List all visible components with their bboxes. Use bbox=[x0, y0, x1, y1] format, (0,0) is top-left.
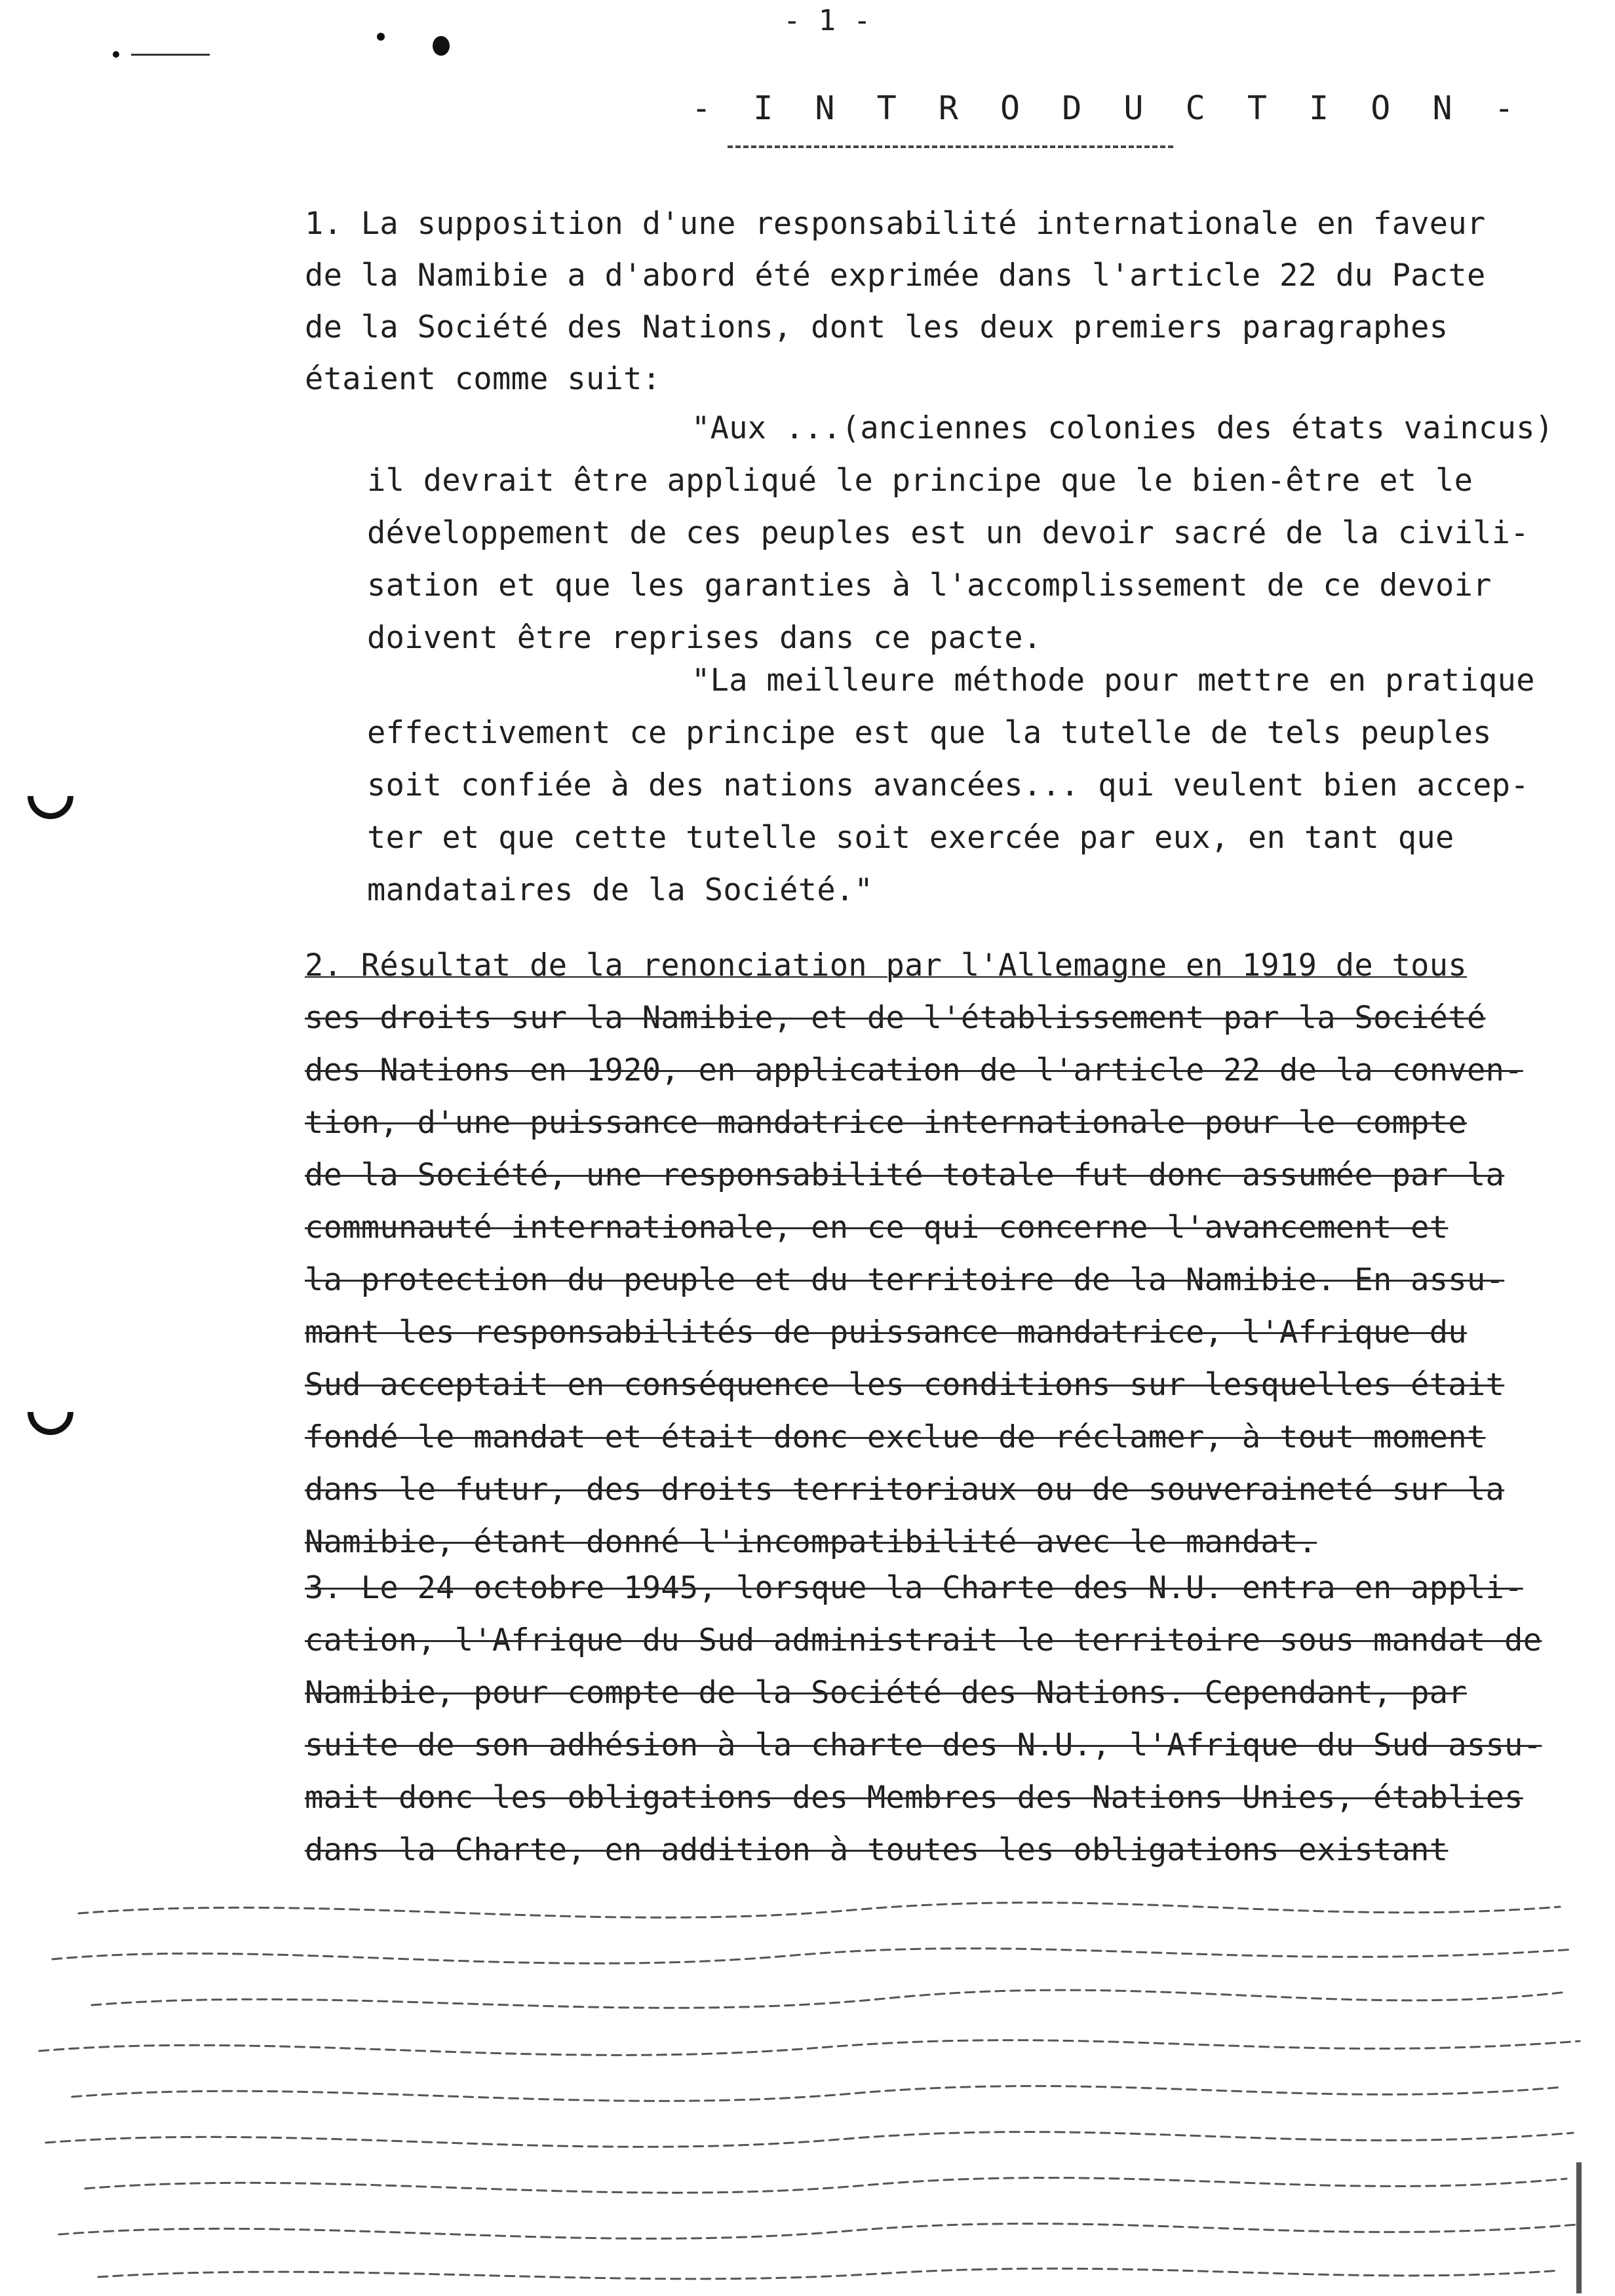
quote-1-line: il devrait être appliqué le principe que le bien-être et le bbox=[367, 463, 1473, 499]
paragraph-3-line: suite de son adhésion à la charte des N.U., l'Afrique du Sud assu- bbox=[305, 1727, 1542, 1763]
paragraph-2-line: la protection du peuple et du territoire de la Namibie. En assu- bbox=[305, 1262, 1505, 1298]
paragraph-2-line: ses droits sur la Namibie, et de l'établissement par la Société bbox=[305, 1000, 1486, 1036]
paragraph-1-line: de la Namibie a d'abord été exprimée dans l'article 22 du Pacte bbox=[305, 258, 1486, 294]
quote-2-line: mandataires de la Société." bbox=[367, 872, 874, 908]
paragraph-3-line: cation, l'Afrique du Sud administrait le territoire sous mandat de bbox=[305, 1622, 1542, 1658]
paragraph-2-line: tion, d'une puissance mandatrice internationale pour le compte bbox=[305, 1105, 1467, 1141]
paragraph-3-line: 3. Le 24 octobre 1945, lorsque la Charte des N.U. entra en appli- bbox=[305, 1570, 1523, 1606]
paragraph-3-line: Namibie, pour compte de la Société des Nations. Cependant, par bbox=[305, 1675, 1467, 1711]
paragraph-3-line: dans la Charte, en addition à toutes les obligations existant bbox=[305, 1832, 1449, 1868]
paragraph-2-line: des Nations en 1920, en application de l'article 22 de la conven- bbox=[305, 1052, 1523, 1088]
paragraph-2-line: dans le futur, des droits territoriaux ou de souveraineté sur la bbox=[305, 1472, 1505, 1508]
quote-1-line: doivent être reprises dans ce pacte. bbox=[367, 620, 1042, 656]
quote-1-line: sation et que les garanties à l'accomplissement de ce devoir bbox=[367, 567, 1492, 603]
paragraph-1-line: étaient comme suit: bbox=[305, 361, 661, 397]
page-title: - I N T R O D U C T I O N - bbox=[691, 89, 1525, 127]
paragraph-2-line: 2. Résultat de la renonciation par l'Allemagne en 1919 de tous bbox=[305, 947, 1467, 984]
paragraph-2-line: Sud acceptait en conséquence les conditions sur lesquelles était bbox=[305, 1367, 1505, 1403]
title-underline bbox=[728, 145, 1173, 148]
ink-speck bbox=[377, 33, 385, 41]
page-number: - 1 - bbox=[783, 4, 871, 37]
quote-1-line: développement de ces peuples est un devoir sacré de la civili- bbox=[367, 515, 1529, 551]
quote-1-line: "Aux ...(anciennes colonies des états vaincus) bbox=[691, 410, 1554, 446]
quote-2-line: ter et que cette tutelle soit exercée par eux, en tant que bbox=[367, 820, 1454, 856]
ink-speck bbox=[113, 51, 119, 58]
paragraph-2-line: Namibie, étant donné l'incompatibilité avec le mandat. bbox=[305, 1524, 1317, 1560]
bleed-through-noise bbox=[0, 1887, 1615, 2293]
paragraph-1-line: de la Société des Nations, dont les deux premiers paragraphes bbox=[305, 309, 1449, 345]
paragraph-2-line: fondé le mandat et était donc exclue de réclamer, à tout moment bbox=[305, 1419, 1486, 1455]
quote-2-line: "La meilleure méthode pour mettre en pratique bbox=[691, 662, 1535, 698]
ink-speck bbox=[433, 36, 450, 56]
paragraph-2-line: mant les responsabilités de puissance mandatrice, l'Afrique du bbox=[305, 1314, 1467, 1350]
punch-hole bbox=[18, 764, 83, 829]
paragraph-2-line: de la Société, une responsabilité totale fut donc assumée par la bbox=[305, 1157, 1505, 1193]
paragraph-1-line: 1. La supposition d'une responsabilité internationale en faveur bbox=[305, 206, 1486, 242]
ink-stroke bbox=[131, 54, 210, 56]
quote-2-line: effectivement ce principe est que la tutelle de tels peuples bbox=[367, 715, 1492, 751]
paragraph-3-line: mait donc les obligations des Membres des Nations Unies, établies bbox=[305, 1780, 1523, 1816]
paragraph-2-line: communauté internationale, en ce qui concerne l'avancement et bbox=[305, 1210, 1449, 1246]
punch-hole bbox=[18, 1380, 83, 1445]
quote-2-line: soit confiée à des nations avancées... qui veulent bien accep- bbox=[367, 767, 1529, 803]
